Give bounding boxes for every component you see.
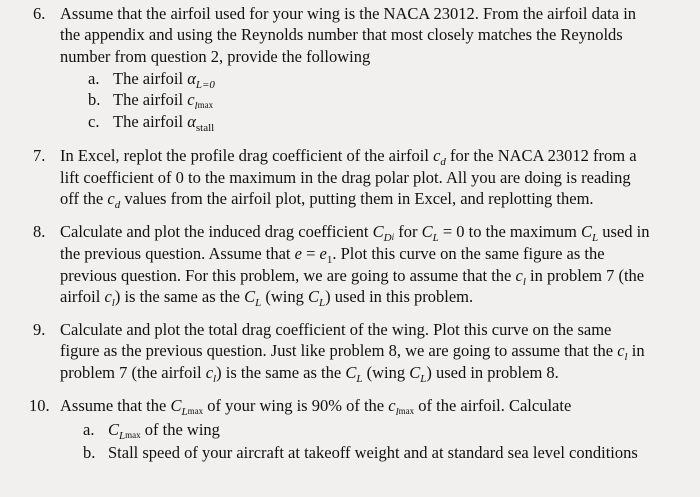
q10-text-1b: of your wing is 90% of the bbox=[203, 396, 389, 415]
q8-text-1b: for bbox=[394, 222, 422, 241]
q8-cdi-symbol: C bbox=[372, 222, 384, 241]
q9-cl-wing-symbol-2: C bbox=[409, 363, 421, 382]
q6-item-b-text: The airfoil bbox=[113, 90, 188, 109]
q9-text-3c: (wing bbox=[362, 363, 410, 382]
q7-cd-subscript-2: d bbox=[114, 199, 121, 211]
q8-text-1c: = 0 to the maximum bbox=[438, 222, 581, 241]
q8-cdi-subscript: D bbox=[383, 232, 392, 244]
q8-cl-airfoil-subscript: l bbox=[522, 276, 526, 288]
q8-cl-airfoil-subscript-2: l bbox=[111, 297, 115, 309]
q9-cl-wing-symbol: C bbox=[345, 363, 357, 382]
q8-cl-symbol-2: C bbox=[580, 222, 592, 241]
q8-number: 8. bbox=[33, 222, 46, 241]
q6-number: 6. bbox=[33, 4, 46, 23]
q8-e-symbol: e bbox=[294, 244, 302, 263]
q6-item-a-subscript: L=0 bbox=[195, 79, 215, 91]
q9-cl-airfoil-symbol: c bbox=[205, 363, 214, 382]
q7-text-3b: values from the airfoil plot, putting them in Excel, and replotting them. bbox=[120, 189, 594, 208]
q6-item-c-label: c. bbox=[88, 112, 100, 131]
q8-e1-symbol: e bbox=[319, 244, 327, 263]
q10-clmax-airfoil-subsubscript: max bbox=[398, 406, 415, 416]
q9-cl-airfoil-subscript: l bbox=[213, 373, 217, 385]
q7-text-1b: for the NACA 23012 from a bbox=[445, 146, 637, 165]
q10-text-1a: Assume that the bbox=[60, 396, 171, 415]
q6-text-3: number from question 2, provide the following bbox=[60, 47, 371, 66]
q10-clmax-airfoil-subscript: l bbox=[395, 406, 399, 418]
q8-cl-wing-symbol: C bbox=[244, 287, 256, 306]
q9-text-3b: ) is the same as the bbox=[216, 363, 346, 382]
q6-item-b-subscript: l bbox=[194, 100, 198, 112]
q9-text-1: Calculate and plot the total drag coefficient of the wing. Plot this curve on the same bbox=[60, 320, 612, 339]
q6-item-c-text: The airfoil bbox=[113, 112, 188, 131]
q8-cl-subscript-2: L bbox=[591, 232, 599, 244]
q10-clmax-subscript: L bbox=[181, 406, 188, 418]
q8-text-4d: ) used in this problem. bbox=[325, 287, 474, 306]
q7-text-2: lift coefficient of 0 to the maximum in the drag polar plot. All you are doing is reading bbox=[60, 168, 631, 187]
q8-text-1d: used in bbox=[598, 222, 650, 241]
q8-text-3a: previous question. For this problem, we are going to assume that the bbox=[60, 266, 516, 285]
q9-text-2a: figure as the previous question. Just like problem 8, we are going to assume that the bbox=[60, 341, 618, 360]
q10-clmax-symbol: C bbox=[170, 396, 182, 415]
q10-item-a-label: a. bbox=[83, 420, 95, 439]
q10-item-a-symbol: C bbox=[108, 420, 120, 439]
q6-text-2: the appendix and using the Reynolds number that most closely matches the Reynolds bbox=[60, 25, 623, 44]
q9-cl-wing-subscript-2: L bbox=[420, 373, 427, 385]
q9-cl-subscript: l bbox=[624, 351, 628, 363]
q8-text-4b: ) is the same as the bbox=[114, 287, 245, 306]
q6-item-a-symbol: α bbox=[187, 69, 196, 88]
q9-number: 9. bbox=[33, 320, 46, 339]
q10-item-b-label: b. bbox=[83, 443, 96, 462]
q8-text-4c: (wing bbox=[261, 287, 308, 306]
q8-text-2a: the previous question. Assume that bbox=[60, 244, 295, 263]
q8-cl-symbol: C bbox=[421, 222, 433, 241]
q7-text-3a: off the bbox=[60, 189, 108, 208]
q10-item-a-text: of the wing bbox=[140, 420, 220, 439]
q8-cl-subscript: L bbox=[432, 232, 439, 244]
q7-cd-symbol-2: c bbox=[107, 189, 115, 208]
q6-item-b-subsubscript: max bbox=[197, 100, 214, 110]
q9-text-3a: problem 7 (the airfoil bbox=[60, 363, 206, 382]
q7-text-1a: In Excel, replot the profile drag coefficient of the airfoil bbox=[60, 146, 434, 165]
q6-item-c-subscript: stall bbox=[195, 122, 215, 134]
q8-cl-airfoil-symbol-2: c bbox=[104, 287, 112, 306]
q6-text-1: Assume that the airfoil used for your wing is the NACA 23012. From the airfoil data in bbox=[60, 4, 637, 23]
q10-clmax-airfoil-symbol: c bbox=[388, 396, 396, 415]
q8-text-1a: Calculate and plot the induced drag coefficient bbox=[60, 222, 373, 241]
q8-cl-wing-subscript-2: L bbox=[318, 297, 326, 309]
q8-text-3b: in problem 7 (the bbox=[525, 266, 645, 285]
q9-cl-wing-subscript: L bbox=[356, 373, 363, 385]
q8-text-4a: airfoil bbox=[60, 287, 105, 306]
q7-cd-symbol: c bbox=[433, 146, 441, 165]
q8-cl-wing-subscript: L bbox=[255, 297, 262, 309]
q7-number: 7. bbox=[33, 146, 46, 165]
q10-text-1c: of the airfoil. Calculate bbox=[414, 396, 572, 415]
q8-text-2b: . Plot this curve on the same figure as the bbox=[332, 244, 605, 263]
q6-item-b-symbol: c bbox=[187, 90, 195, 109]
q9-cl-symbol: c bbox=[617, 341, 625, 360]
q8-cdi-subsubscript: i bbox=[391, 232, 395, 242]
q9-text-2b: in bbox=[627, 341, 645, 360]
q10-clmax-subsubscript: max bbox=[187, 406, 204, 416]
q8-cl-wing-symbol-2: C bbox=[307, 287, 319, 306]
q8-e1-subscript: 1 bbox=[326, 254, 333, 266]
q7-cd-subscript: d bbox=[440, 156, 446, 168]
q6-item-a-label: a. bbox=[88, 69, 100, 88]
q6-item-c-symbol: α bbox=[187, 112, 196, 131]
q6-item-a-text: The airfoil bbox=[113, 69, 188, 88]
q6-item-b-label: b. bbox=[88, 90, 101, 109]
q8-equals: = bbox=[301, 244, 320, 263]
q9-text-3d: ) used in problem 8. bbox=[426, 363, 559, 382]
q10-item-b-text: Stall speed of your aircraft at takeoff weight and at standard sea level conditions bbox=[108, 443, 638, 462]
q10-item-a-subsubscript: max bbox=[125, 430, 141, 440]
q8-cl-airfoil-symbol: c bbox=[515, 266, 523, 285]
q10-number: 10. bbox=[29, 396, 50, 415]
q10-item-a-subscript: L bbox=[119, 430, 126, 442]
